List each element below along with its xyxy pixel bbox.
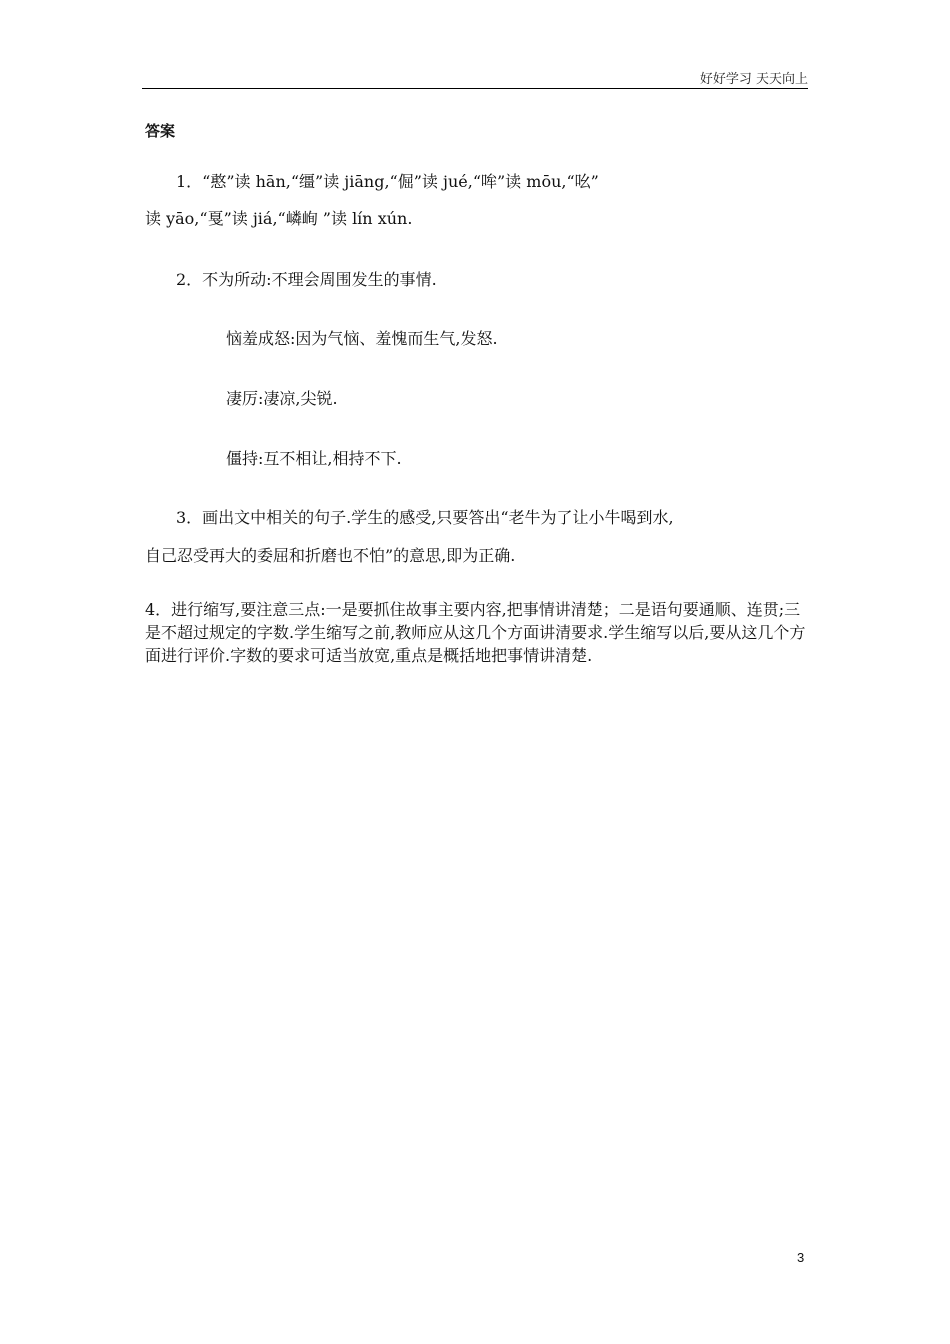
page-number: 3 (797, 1250, 805, 1265)
q2-line-4: 僵持:互不相让,相持不下. (226, 449, 402, 468)
q3-line-1: 3．画出文中相关的句子.学生的感受,只要答出“老牛为了让小牛喝到水, (176, 508, 674, 527)
q2-line-1: 2．不为所动:不理会周围发生的事情. (176, 270, 437, 289)
q2-line-3: 凄厉:凄凉,尖锐. (226, 389, 338, 408)
header-motto: 好好学习 天天向上 (699, 72, 808, 87)
answer-title: 答案 (145, 122, 176, 140)
header-rule (142, 88, 808, 89)
q4-paragraph: 4．进行缩写,要注意三点:一是要抓住故事主要内容,把事情讲清楚；二是语句要通顺、连贯;三是不超过规定的字数.学生缩写之前,教师应从这几个方面讲清要求.学生缩写以后,要从这几个方面进行评价.字数的要求可适当放宽,重点是概括地把事情讲清楚. (145, 600, 806, 665)
q1-line-2: 读 yāo,“戛”读 jiá,“嶙峋 ”读 lín xún. (145, 209, 413, 228)
q1-line-1: 1．“憨”读 hān,“缰”读 jiāng,“倔”读 jué,“哞”读 mōu,“吆” (176, 172, 599, 191)
q3-line-2: 自己忍受再大的委屈和折磨也不怕”的意思,即为正确. (145, 546, 516, 565)
q2-line-2: 恼羞成怒:因为气恼、羞愧而生气,发怒. (226, 329, 498, 348)
